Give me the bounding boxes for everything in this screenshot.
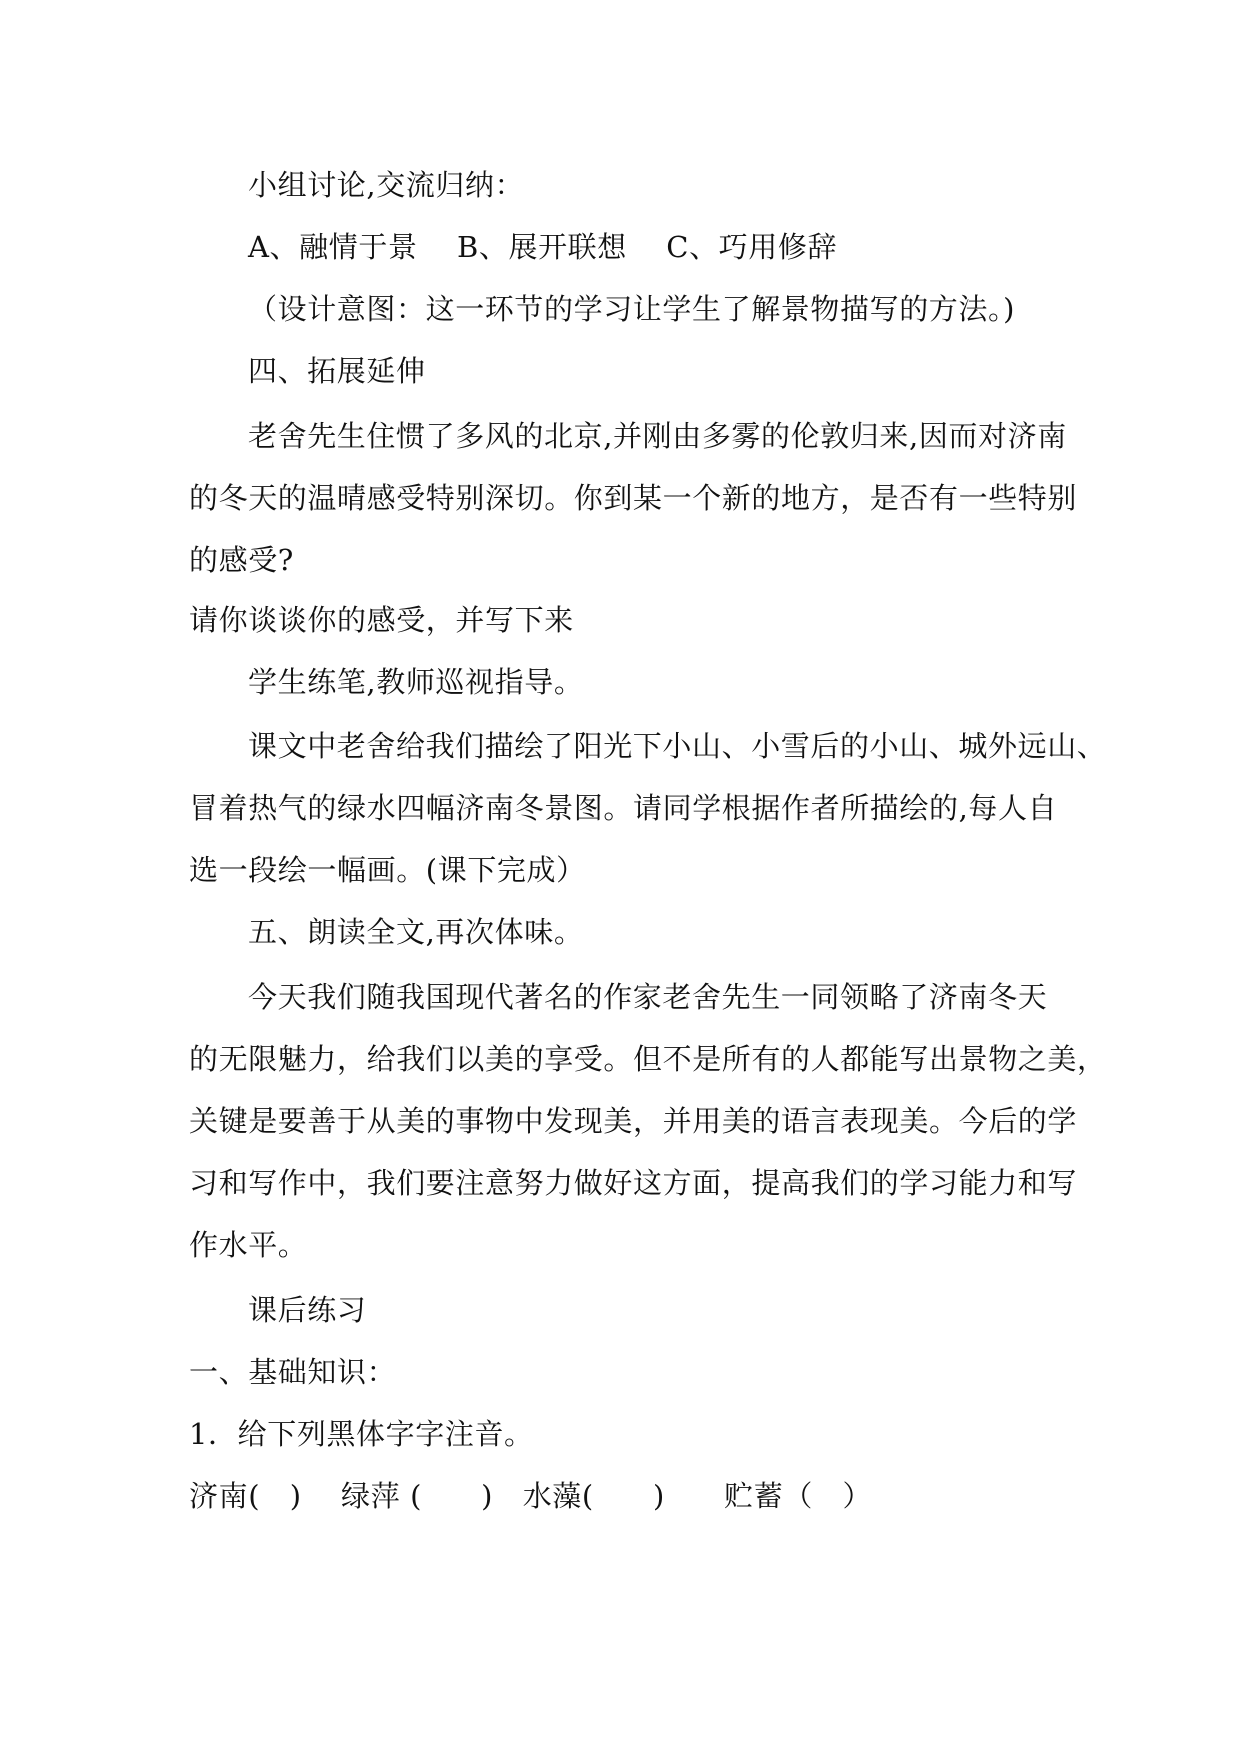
section-heading: 课后练习 <box>248 1293 367 1327</box>
paragraph-line: 的无限魅力，给我们以美的享受。但不是所有的人都能写出景物之美， <box>189 1042 1107 1076</box>
paragraph-line: 作水平。 <box>189 1228 308 1262</box>
paragraph-line: 老舍先生住惯了多风的北京,并刚由多雾的伦敦归来,因而对济南 <box>248 419 1067 453</box>
paragraph-line: 小组讨论,交流归纳： <box>248 168 525 202</box>
paragraph-line: 请你谈谈你的感受，并写下来 <box>189 603 574 637</box>
paragraph-line: （设计意图：这一环节的学习让学生了解景物描写的方法。) <box>248 292 1016 326</box>
paragraph-line: 的感受? <box>189 543 294 577</box>
paragraph-line: 今天我们随我国现代著名的作家老舍先生一同领略了济南冬天 <box>248 980 1048 1014</box>
paragraph-line: 习和写作中，我们要注意努力做好这方面，提高我们的学习能力和写 <box>189 1166 1078 1200</box>
paragraph-line: 选一段绘一幅画。(课下完成） <box>189 853 586 887</box>
exercise-item: 济南( ) 绿萍 ( ) 水藻( ) 贮蓄（ ） <box>189 1479 873 1513</box>
paragraph-line: 的冬天的温晴感受特别深切。你到某一个新的地方，是否有一些特别 <box>189 481 1078 515</box>
paragraph-line: 冒着热气的绿水四幅济南冬景图。请同学根据作者所描绘的,每人自 <box>189 791 1058 825</box>
paragraph-line: 关键是要善于从美的事物中发现美，并用美的语言表现美。今后的学 <box>189 1104 1078 1138</box>
section-heading: 一、基础知识： <box>189 1355 397 1389</box>
paragraph-line: 课文中老舍给我们描绘了阳光下小山、小雪后的小山、城外远山、 <box>248 729 1107 763</box>
paragraph-line: A、融情于景 B、展开联想 C、巧用修辞 <box>248 230 838 264</box>
paragraph-line: 学生练笔,教师巡视指导。 <box>248 665 584 699</box>
section-heading: 四、拓展延伸 <box>248 354 426 388</box>
section-heading: 五、朗读全文,再次体味。 <box>248 915 584 949</box>
exercise-item: 1．给下列黑体字字注音。 <box>189 1417 534 1451</box>
